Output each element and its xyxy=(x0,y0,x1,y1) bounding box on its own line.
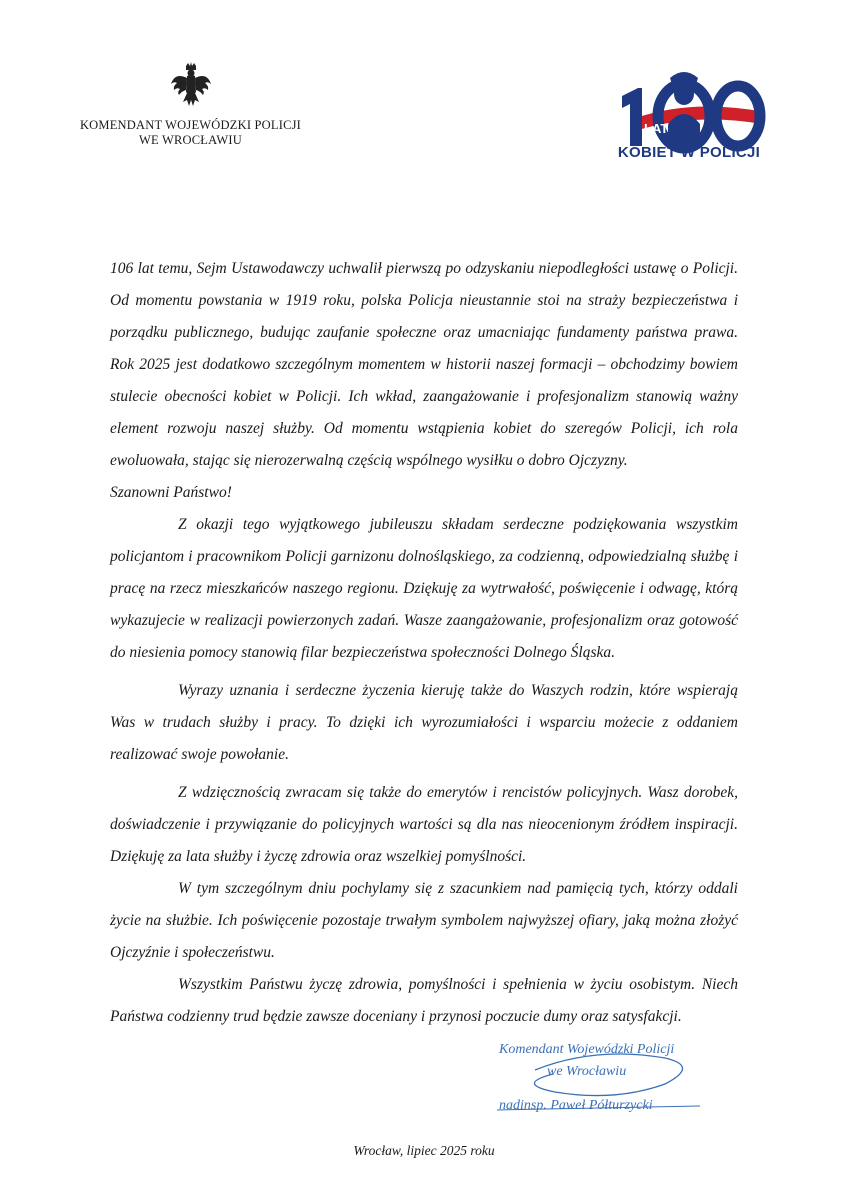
logo-lat-text: LAT xyxy=(644,121,669,136)
paragraph-retirees: Z wdzięcznością zwracam się także do emerytów i rencistów policyjnych. Wasz dorobek, doświadczenie i przywiązanie do policyjnych wartości są dla nas nieocenionym źródłem inspiracji. Dziękuję za lata służby i życzę zdrowia oraz wszelkiej pomyślności. xyxy=(110,784,738,865)
signature-block xyxy=(495,1040,715,1120)
eagle-emblem-icon xyxy=(169,62,213,108)
signature-city: we Wrocławiu xyxy=(547,1064,627,1079)
paragraph-wishes: Wszystkim Państwu życzę zdrowia, pomyślności i spełnienia w życiu osobistym. Niech Państwa codzienny trud będzie zawsze doceniany i przynosi poczucie dumy oraz satysfakcji. xyxy=(110,976,738,1025)
letterhead xyxy=(78,62,303,148)
signature-name: nadinsp. Paweł Półturzycki xyxy=(499,1098,653,1113)
logo-caption: KOBIET W POLICJI xyxy=(617,144,761,161)
paragraph-thanks: Z okazji tego wyjątkowego jubileuszu składam serdeczne podziękowania wszystkim policjantom i pracownikom Policji garnizonu dolnośląskiego, za codzienną, odpowiedzialną służbę i pracę na rzecz mieszkańców naszego regionu. Dziękuję za wytrwałość, poświęcenie i odwagę, którą wykazujecie w realizacji powierzonych zadań. Wasze zaangażowanie, profesjonalizm oraz gotowość do niesienia pomocy stanowią filar bezpieczeństwa społeczności Dolnego Śląska. xyxy=(110,516,738,661)
salutation: Szanowni Państwo! xyxy=(110,484,232,501)
paragraph-intro: 106 lat temu, Sejm Ustawodawczy uchwalił pierwszą po odzyskaniu niepodległości ustawę o Policji. Od momentu powstania w 1919 roku, polska Policja nieustannie stoi na straży bezpieczeństwa i porządku publicznego, budując zaufanie społeczne oraz umacniając fundamenty państwa prawa. Rok 2025 jest dodatkowo szczególnym momentem w historii naszej formacji – obchodzimy bowiem stulecie obecności kobiet w Policji. Ich wkład, zaangażowanie i profesjonalizm stanowią ważny element rozwoju naszej służby. Od momentu wstąpienia kobiet do szeregów Policji, ich rola ewoluowała, stając się nierozerwalną częścią wspólnego wysiłku o dobro Ojczyzny. xyxy=(110,260,738,469)
letter-body xyxy=(110,253,738,1033)
place-date: Wrocław, lipiec 2025 roku xyxy=(353,1143,495,1158)
signature-title: Komendant Wojewódzki Policji xyxy=(499,1042,675,1057)
org-name-line1: KOMENDANT WOJEWÓDZKI POLICJI xyxy=(79,118,302,132)
paragraph-families: Wyrazy uznania i serdeczne życzenia kieruję także do Waszych rodzin, które wspierają Was w trudach służby i pracy. To dzięki ich wyrozumiałości i wsparciu możecie z oddaniem realizować swoje powołanie. xyxy=(110,682,738,763)
org-name-line2: WE WROCŁAWIU xyxy=(139,133,242,147)
paragraph-remembrance: W tym szczególnym dniu pochylamy się z szacunkiem nad pamięcią tych, którzy oddali życie na służbie. Ich poświęcenie pozostaje trwałym symbolem najwyższej ofiary, jaką można złożyć Ojczyźnie i społeczeństwu. xyxy=(110,880,738,961)
